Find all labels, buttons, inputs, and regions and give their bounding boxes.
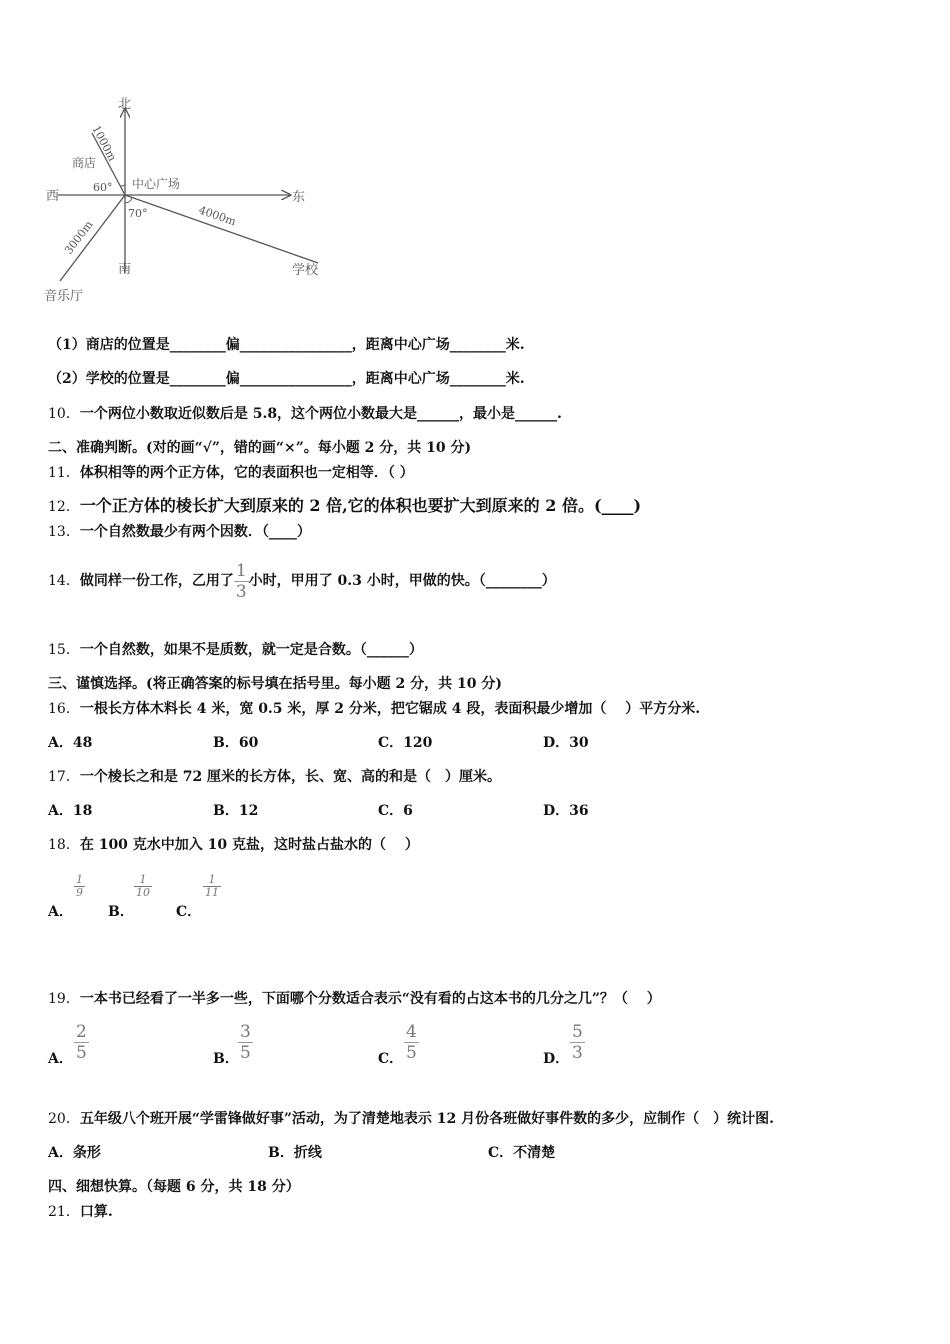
q14-fraction: $\frac{1}{3}$ bbox=[235, 560, 247, 602]
q18 bbox=[48, 836, 419, 854]
q19-option-c: C． bbox=[378, 1051, 404, 1067]
q19-fraction-b: $\frac{3}{5}$ bbox=[240, 1022, 251, 1063]
q14-num: 14． bbox=[48, 573, 80, 589]
q21 bbox=[48, 1203, 113, 1221]
q18-fraction-b: $\frac{1}{10}$ bbox=[136, 873, 150, 899]
q20-text: 五年级八个班开展“学雷锋做好事”活动，为了清楚地表示 12 月份各班做好事件数的多少，应制作（ ）统计图. bbox=[79, 1111, 775, 1127]
q20-option-c: C．不清楚 bbox=[488, 1145, 556, 1161]
ray-school bbox=[125, 195, 318, 263]
q16-option-b: B．60 bbox=[213, 735, 259, 751]
q17-option-b: B．12 bbox=[213, 803, 259, 819]
q18-fraction-c: $\frac{1}{11}$ bbox=[205, 873, 219, 899]
q19 bbox=[48, 990, 661, 1008]
q12 bbox=[48, 497, 641, 516]
direction-diagram bbox=[40, 95, 370, 305]
q16-option-c: C．120 bbox=[378, 735, 433, 751]
q16-text: 一根长方体木料长 4 米，宽 0.5 米，厚 2 分米，把它锯成 4 段，表面积最少增加（ ）平方分米. bbox=[79, 701, 701, 717]
q19-option-d: D． bbox=[543, 1051, 570, 1067]
label-east: 东 bbox=[292, 190, 306, 205]
q15-text: 一个自然数，如果不是质数，就一定是合数。（______） bbox=[79, 642, 423, 658]
q10-text: 一个两位小数取近似数后是 5.8，这个两位小数最大是______，最小是______. bbox=[79, 406, 562, 422]
label-center: 中心广场 bbox=[132, 177, 181, 191]
q17-option-a: A．18 bbox=[48, 803, 93, 819]
q16-num: 16． bbox=[48, 701, 80, 717]
q18-text: 在 100 克水中加入 10 克盐，这时盐占盐水的（ ） bbox=[79, 837, 419, 853]
q16-option-d: D．30 bbox=[543, 735, 589, 751]
q17 bbox=[48, 768, 501, 786]
q18-option-c: C． bbox=[176, 904, 202, 920]
q19-num: 19． bbox=[48, 991, 80, 1007]
q17-text: 一个棱长之和是 72 厘米的长方体，长、宽、高的和是（ ）厘米。 bbox=[79, 769, 502, 785]
q14-post: 小时，甲用了 0.3 小时，甲做的快。（________） bbox=[248, 573, 556, 589]
label-d-school: 4000m bbox=[197, 203, 238, 229]
q17-option-c: C．6 bbox=[378, 803, 413, 819]
q15-num: 15． bbox=[48, 642, 80, 658]
q10 bbox=[48, 405, 562, 423]
q20-option-b: B．折线 bbox=[268, 1145, 322, 1161]
q19-fraction-a: $\frac{2}{5}$ bbox=[76, 1022, 87, 1063]
q11 bbox=[48, 464, 414, 482]
label-d-shop: 1000m bbox=[89, 123, 119, 164]
q9-part1: （1）商店的位置是________偏________________，距离中心广场________米. bbox=[48, 337, 525, 353]
q18-option-b: B． bbox=[108, 904, 134, 920]
label-north: 北 bbox=[118, 97, 132, 112]
q19-fraction-c: $\frac{4}{5}$ bbox=[406, 1022, 417, 1063]
q16-option-a: A．48 bbox=[48, 735, 93, 751]
q20-num: 20． bbox=[48, 1111, 80, 1127]
q9-part2: （2）学校的位置是________偏________________，距离中心广场________米. bbox=[48, 371, 525, 387]
q13-num: 13． bbox=[48, 524, 80, 540]
label-angle-school: 70° bbox=[128, 207, 148, 220]
label-d-hall: 3000m bbox=[62, 218, 96, 257]
q18-num: 18． bbox=[48, 837, 80, 853]
label-school: 学校 bbox=[292, 263, 319, 278]
q21-text: 口算. bbox=[79, 1204, 113, 1220]
section-3-heading: 三、谨慎选择。(将正确答案的标号填在括号里。每小题 2 分，共 10 分) bbox=[48, 676, 502, 692]
q19-text: 一本书已经看了一半多一些，下面哪个分数适合表示“没有看的占这本书的几分之几”？（ ） bbox=[79, 991, 661, 1007]
q19-option-b: B． bbox=[213, 1051, 239, 1067]
q19-fraction-d: $\frac{5}{3}$ bbox=[572, 1022, 583, 1063]
q14 bbox=[48, 557, 556, 605]
q21-num: 21． bbox=[48, 1204, 80, 1220]
q18-fraction-a: $\frac{1}{9}$ bbox=[76, 873, 83, 899]
label-hall: 音乐厅 bbox=[44, 289, 84, 304]
q17-num: 17． bbox=[48, 769, 80, 785]
q17-option-d: D．36 bbox=[543, 803, 589, 819]
label-west: 西 bbox=[46, 189, 60, 204]
label-angle-shop: 60° bbox=[93, 181, 113, 194]
label-shop: 商店 bbox=[72, 156, 97, 170]
q20 bbox=[48, 1110, 774, 1128]
q12-text: 一个正方体的棱长扩大到原来的 2 倍,它的体积也要扩大到原来的 2 倍。(____) bbox=[79, 496, 642, 515]
q10-num: 10． bbox=[48, 406, 80, 422]
q18-option-a: A． bbox=[48, 904, 73, 920]
q20-option-a: A．条形 bbox=[48, 1145, 101, 1161]
q14-pre: 做同样一份工作，乙用了 bbox=[79, 573, 234, 589]
section-4-heading: 四、细想快算。（每题 6 分，共 18 分） bbox=[48, 1179, 300, 1195]
q11-text: 体积相等的两个正方体，它的表面积也一定相等．（ ） bbox=[79, 465, 414, 481]
label-south: 南 bbox=[118, 262, 132, 277]
q15 bbox=[48, 641, 423, 659]
q12-num: 12． bbox=[48, 499, 80, 515]
q16 bbox=[48, 700, 700, 718]
q19-option-a: A． bbox=[48, 1051, 73, 1067]
q13 bbox=[48, 523, 311, 541]
section-2-heading: 二、准确判断。(对的画“√”，错的画“×”。每小题 2 分，共 10 分) bbox=[48, 440, 472, 456]
q13-text: 一个自然数最少有两个因数．（____） bbox=[79, 524, 311, 540]
q11-num: 11． bbox=[48, 465, 80, 481]
